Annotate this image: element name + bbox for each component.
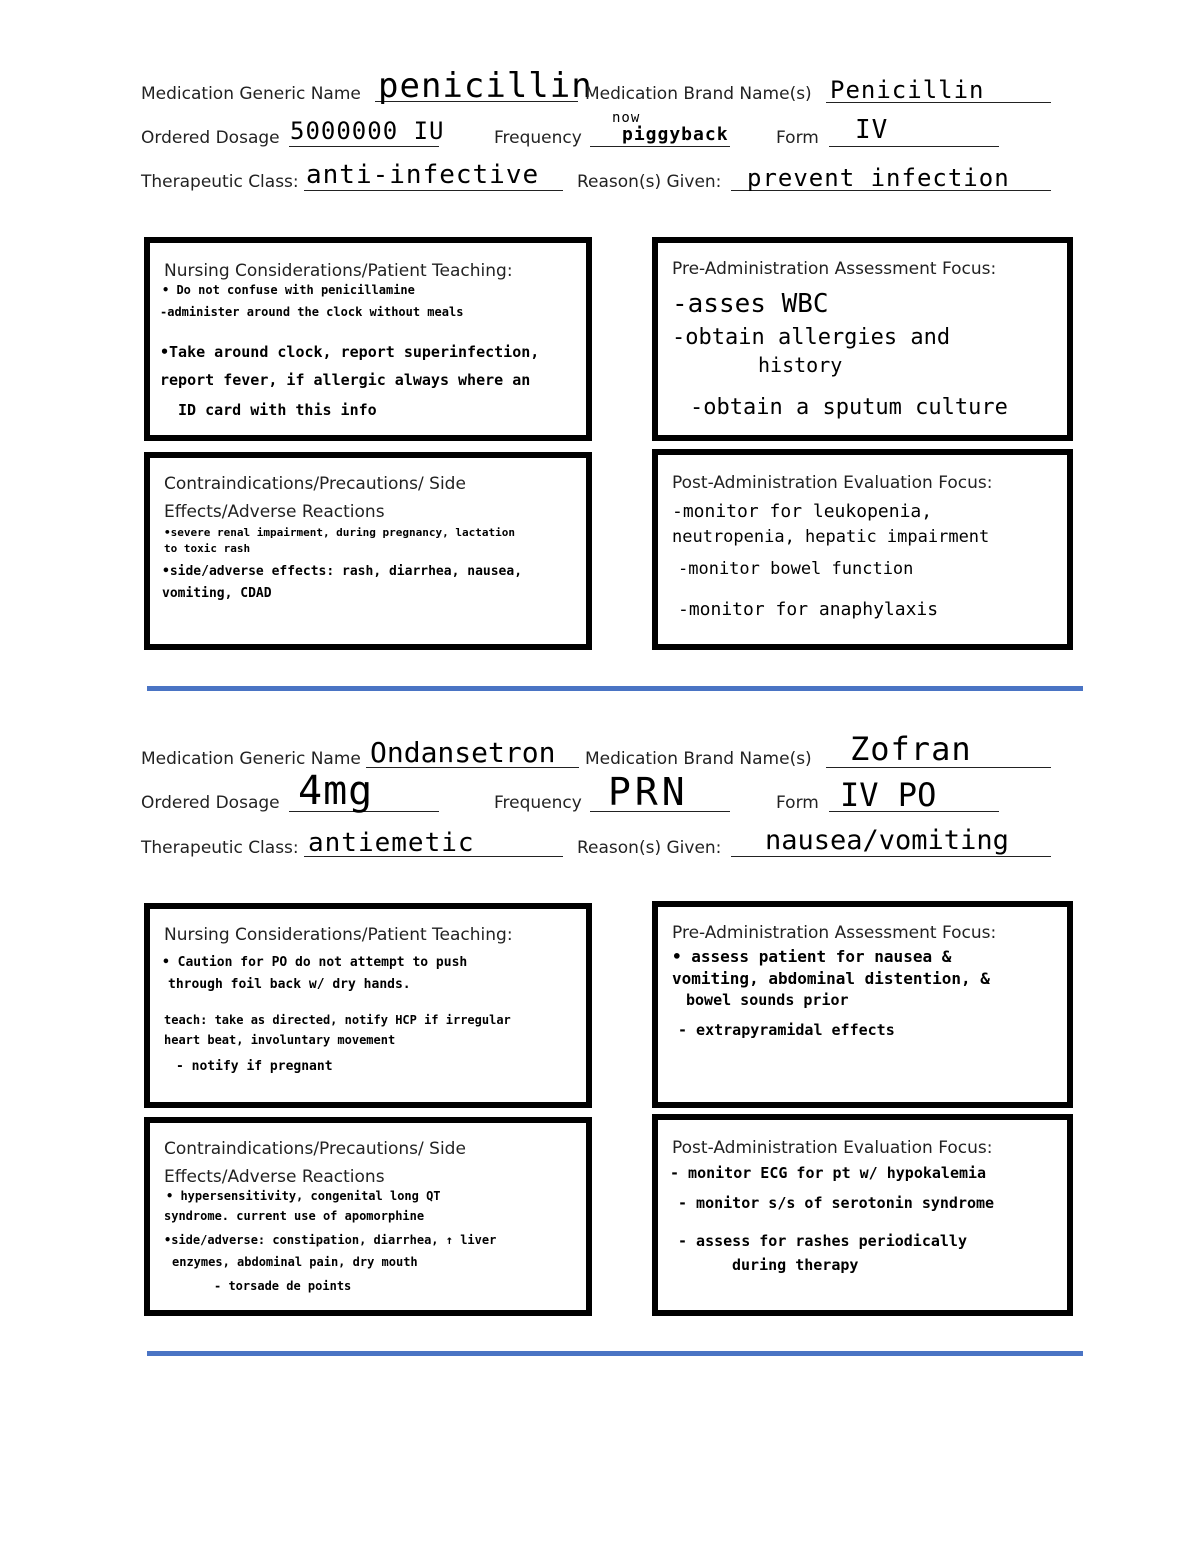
- frequency-label: Frequency: [494, 128, 582, 148]
- post-administration-box: [652, 1114, 1073, 1316]
- ordered-dosage-label: Ordered Dosage: [141, 128, 280, 148]
- pre-admin-note-2: -obtain allergies and: [672, 325, 951, 350]
- post-admin-note-4: during therapy: [732, 1256, 859, 1274]
- dosage-line: [289, 146, 439, 147]
- contra-note-1: • hypersensitivity, congenital long QT: [166, 1189, 441, 1203]
- section-divider-1: [147, 686, 1083, 691]
- generic-name-label: Medication Generic Name: [141, 84, 361, 104]
- nursing-note-4: heart beat, involuntary movement: [164, 1033, 396, 1047]
- nursing-note-5: ID card with this info: [178, 401, 377, 419]
- frequency-line: [590, 146, 730, 147]
- pre-admin-note-1: -asses WBC: [672, 289, 829, 319]
- section-divider-2: [147, 1351, 1083, 1356]
- reasons-given-line: [731, 856, 1051, 857]
- reasons-given-value: prevent infection: [747, 164, 1010, 192]
- post-admin-note-1: -monitor for leukopenia,: [672, 501, 933, 522]
- post-admin-note-2: neutropenia, hepatic impairment: [672, 527, 990, 547]
- post-admin-note-2: - monitor s/s of serotonin syndrome: [678, 1194, 995, 1212]
- generic-name-label: Medication Generic Name: [141, 749, 361, 769]
- pre-admin-note-3: bowel sounds prior: [686, 991, 849, 1009]
- post-admin-note-1: - monitor ECG for pt w/ hypokalemia: [670, 1164, 987, 1182]
- generic-name-value: Ondansetron: [370, 736, 556, 769]
- post-administration-title: Post-Administration Evaluation Focus:: [672, 473, 993, 493]
- nursing-note-3: •Take around clock, report superinfection,: [160, 343, 540, 361]
- form-label: Form: [776, 793, 819, 813]
- therapeutic-class-value: antiemetic: [308, 828, 475, 858]
- pre-administration-box: [652, 237, 1073, 441]
- pre-admin-note-4: - extrapyramidal effects: [678, 1021, 895, 1039]
- frequency-note: now: [612, 110, 641, 126]
- nursing-considerations-box: [144, 903, 592, 1108]
- therapeutic-class-label: Therapeutic Class:: [141, 838, 299, 858]
- post-administration-box: [652, 449, 1073, 650]
- generic-name-value: penicillin: [378, 66, 593, 106]
- frequency-value: piggyback: [622, 124, 729, 145]
- pre-administration-title: Pre-Administration Assessment Focus:: [672, 259, 997, 279]
- nursing-considerations-title: Nursing Considerations/Patient Teaching:: [164, 925, 513, 945]
- pre-admin-note-4: -obtain a sputum culture: [690, 395, 1008, 420]
- contraindications-title: [164, 470, 584, 526]
- contraindications-box: [144, 1117, 592, 1316]
- brand-name-value: Zofran: [850, 730, 972, 768]
- form-value: IV: [855, 115, 889, 145]
- ordered-dosage-label: Ordered Dosage: [141, 793, 280, 813]
- post-admin-note-4: -monitor for anaphylaxis: [678, 599, 939, 620]
- contraindications-title-line-2: Effects/Adverse Reactions: [164, 502, 385, 522]
- contra-note-5: - torsade de points: [214, 1279, 352, 1293]
- pre-administration-box: [652, 901, 1073, 1108]
- post-admin-note-3: - assess for rashes periodically: [678, 1232, 967, 1250]
- contraindications-title-line-1: Contraindications/Precautions/ Side: [164, 474, 466, 494]
- contra-note-2: to toxic rash: [164, 542, 251, 555]
- pre-administration-title: Pre-Administration Assessment Focus:: [672, 923, 997, 943]
- nursing-note-2: through foil back w/ dry hands.: [168, 977, 411, 992]
- therapeutic-class-label: Therapeutic Class:: [141, 172, 299, 192]
- post-admin-note-3: -monitor bowel function: [678, 559, 914, 579]
- nursing-note-1: • Caution for PO do not attempt to push: [162, 955, 468, 970]
- pre-admin-note-3: history: [758, 353, 843, 377]
- frequency-label: Frequency: [494, 793, 582, 813]
- dosage-value: 4mg: [298, 768, 374, 814]
- reasons-given-value: nausea/vomiting: [765, 825, 1009, 856]
- form-value: IV PO: [840, 776, 937, 814]
- brand-name-value: Penicillin: [830, 76, 985, 104]
- nursing-note-5: - notify if pregnant: [176, 1059, 333, 1074]
- contra-note-2: syndrome. current use of apomorphine: [164, 1209, 425, 1223]
- contra-note-4: vomiting, CDAD: [162, 586, 272, 601]
- reasons-given-label: Reason(s) Given:: [577, 838, 722, 858]
- nursing-note-4: report fever, if allergic always where an: [160, 371, 531, 389]
- pre-admin-note-2: vomiting, abdominal distention, &: [672, 969, 990, 988]
- contraindications-title: [164, 1135, 584, 1191]
- dosage-value: 5000000 IU: [290, 117, 445, 145]
- brand-name-label: Medication Brand Name(s): [585, 749, 812, 769]
- post-administration-title: Post-Administration Evaluation Focus:: [672, 1138, 993, 1158]
- nursing-note-1: • Do not confuse with penicillamine: [162, 283, 415, 297]
- frequency-value: PRN: [608, 770, 689, 814]
- contraindications-title-line-1: Contraindications/Precautions/ Side: [164, 1139, 466, 1159]
- contraindications-title-line-2: Effects/Adverse Reactions: [164, 1167, 385, 1187]
- contra-note-3: •side/adverse effects: rash, diarrhea, nausea,: [162, 564, 523, 579]
- reasons-given-label: Reason(s) Given:: [577, 172, 722, 192]
- form-label: Form: [776, 128, 819, 148]
- therapeutic-class-line: [304, 190, 563, 191]
- contraindications-box: [144, 452, 592, 650]
- brand-name-label: Medication Brand Name(s): [585, 84, 812, 104]
- therapeutic-class-value: anti-infective: [306, 160, 540, 190]
- contra-note-1: •severe renal impairment, during pregnancy, lactation: [164, 526, 515, 539]
- nursing-considerations-title: Nursing Considerations/Patient Teaching:: [164, 261, 513, 281]
- contra-note-3: •side/adverse: constipation, diarrhea, ↑ liver: [164, 1233, 497, 1247]
- nursing-note-2: -administer around the clock without meals: [160, 305, 464, 319]
- nursing-considerations-box: [144, 237, 592, 441]
- pre-admin-note-1: • assess patient for nausea &: [672, 947, 952, 966]
- nursing-note-3: teach: take as directed, notify HCP if irregular: [164, 1013, 511, 1027]
- form-line: [829, 146, 999, 147]
- contra-note-4: enzymes, abdominal pain, dry mouth: [172, 1255, 418, 1269]
